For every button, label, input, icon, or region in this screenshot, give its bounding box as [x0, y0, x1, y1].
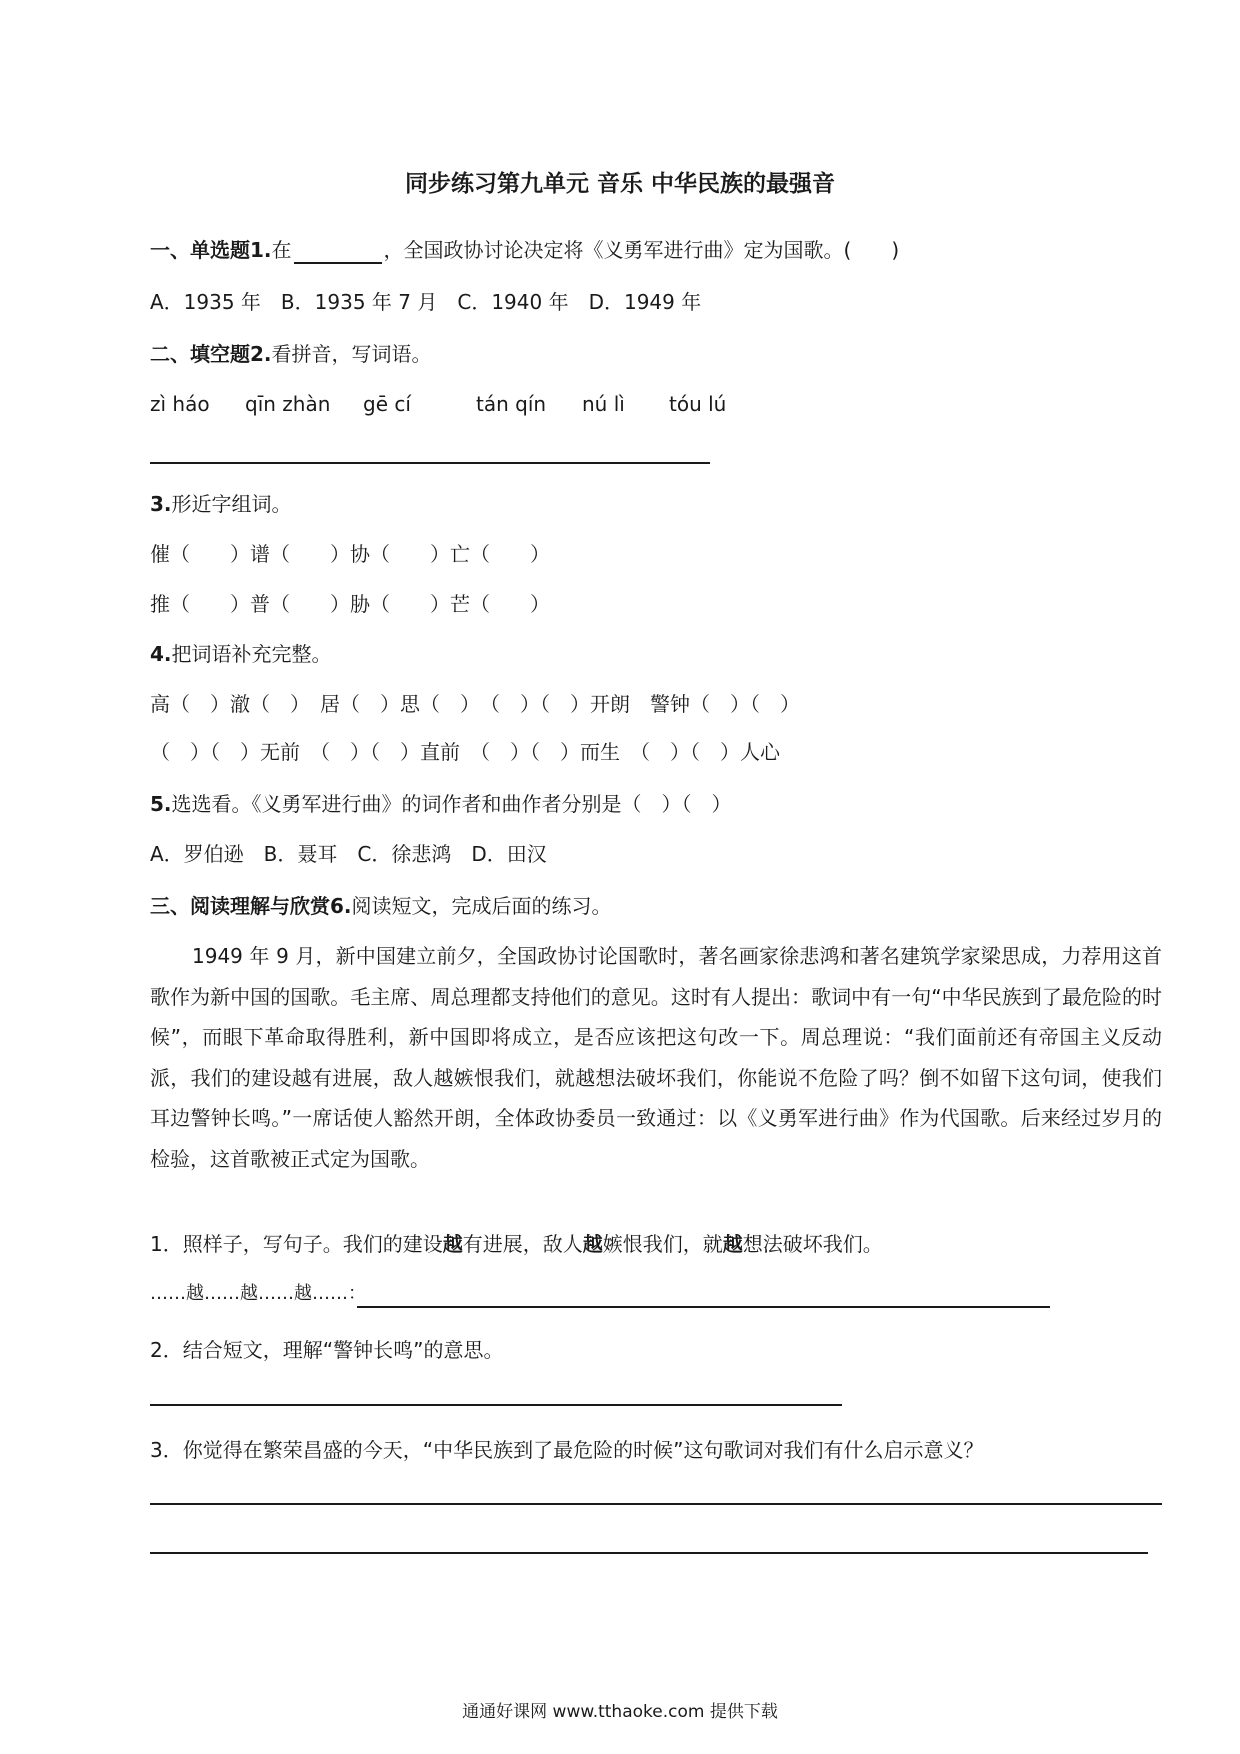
- pinyin-row: [150, 390, 759, 418]
- q5-options: A．罗伯逊 B．聂耳 C．徐悲鸿 D．田汉: [150, 842, 547, 866]
- q1-options: A．1935 年 B．1935 年 7 月 C．1940 年 D．1949 年: [150, 290, 702, 314]
- sub3-answer-line-1: [150, 1503, 1162, 1505]
- reading-passage: 1949 年 9 月，新中国建立前夕，全国政协讨论国歌时，著名画家徐悲鸿和著名建筑学家梁思成，力荐用这首歌作为新中国的国歌。毛主席、周总理都支持他们的意见。这时有人提出：歌词中有一句“中华民族到了最危险的时候”，而眼下革命取得胜利，新中国即将成立，是否应该把这句改一下。周总理说：“我们面前还有帝国主义反动派，我们的建设越有进展，敌人越嫉恨我们，就越想法破坏我们，你能说不危险了吗？倒不如留下这句词，使我们耳边警钟长鸣。”一席话使人豁然开朗，全体政协委员一致通过：以《义勇军进行曲》作为代国歌。后来经过岁月的检验，这首歌被正式定为国歌。: [150, 944, 1162, 1171]
- q3-number: 3.: [150, 492, 172, 516]
- question-4: [150, 640, 332, 668]
- pinyin-1: zì háo: [150, 392, 210, 416]
- pinyin-3: gē cí: [363, 392, 411, 416]
- q2-text: 看拼音，写词语。: [271, 342, 432, 366]
- sub1-text-g: 想法破坏我们。: [742, 1232, 883, 1256]
- q1-pre: 在: [271, 238, 292, 262]
- sub1-yue-3: 越: [722, 1232, 743, 1256]
- q5-text: 选选看。《义勇军进行曲》的词作者和曲作者分别是（ ）（ ）: [171, 792, 732, 816]
- sub1-text-a: 1．照样子，写句子。我们的建设: [150, 1232, 443, 1256]
- q4-number: 4.: [150, 642, 172, 666]
- q4-text: 把词语补充完整。: [171, 642, 332, 666]
- sub1-yue-2: 越: [582, 1232, 603, 1256]
- question-1: [150, 236, 899, 264]
- section-3-label: 三、阅读理解与欣赏: [150, 894, 330, 918]
- q2-number: 2.: [250, 342, 272, 366]
- question-5: [150, 790, 732, 818]
- q4-row-1: 高（ ）澈（ ） 居（ ）思（ ） （ ）（ ）开朗 警钟（ ）（ ）: [150, 692, 800, 716]
- q5-number: 5.: [150, 792, 172, 816]
- q6-text: 阅读短文，完成后面的练习。: [351, 894, 612, 918]
- section-1-label: 一、单选题: [150, 238, 250, 262]
- pinyin-5: nú lì: [582, 392, 625, 416]
- question-6: [150, 892, 612, 920]
- sub1-answer-line: [357, 1306, 1050, 1308]
- sub1-text-e: 嫉恨我们，就: [602, 1232, 723, 1256]
- q2-answer-line: [150, 462, 710, 464]
- sub1-yue-1: 越: [442, 1232, 463, 1256]
- pinyin-6: tóu lú: [669, 392, 727, 416]
- section-2-label: 二、填空题: [150, 342, 250, 366]
- sub2-answer-line: [150, 1404, 842, 1406]
- q3-text: 形近字组词。: [171, 492, 292, 516]
- q4-row-2: （ ）（ ）无前 （ ）（ ）直前 （ ）（ ）而生 （ ）（ ）人心: [150, 740, 780, 764]
- sub1-pattern-text: ……越……越……越……：: [150, 1283, 366, 1304]
- page-title: 同步练习第九单元 音乐 中华民族的最强音: [404, 171, 835, 197]
- q1-blank: [294, 240, 382, 264]
- q3-row-1: 催（ ）谱（ ）协（ ）亡（ ）: [150, 542, 550, 566]
- question-2: [150, 340, 432, 368]
- q1-number: 1.: [250, 238, 272, 262]
- pinyin-4: tán qín: [476, 392, 547, 416]
- sub1-pattern: [150, 1280, 366, 1308]
- pinyin-2: qīn zhàn: [245, 392, 331, 416]
- sub-question-2: 2．结合短文，理解“警钟长鸣”的意思。: [150, 1338, 504, 1362]
- sub-question-3: 3．你觉得在繁荣昌盛的今天，“中华民族到了最危险的时候”这句歌词对我们有什么启示意义？: [150, 1438, 984, 1462]
- q6-number: 6.: [330, 894, 352, 918]
- sub1-text-c: 有进展，敌人: [462, 1232, 583, 1256]
- sub3-answer-line-2: [150, 1552, 1148, 1554]
- q1-post: ，全国政协讨论决定将《义勇军进行曲》定为国歌。( ): [383, 238, 900, 262]
- footer: 通通好课网 www.tthaoke.com 提供下载: [462, 1702, 778, 1722]
- q3-row-2: 推（ ）普（ ）胁（ ）芒（ ）: [150, 592, 550, 616]
- question-3: [150, 490, 292, 518]
- sub-question-1: [150, 1230, 883, 1258]
